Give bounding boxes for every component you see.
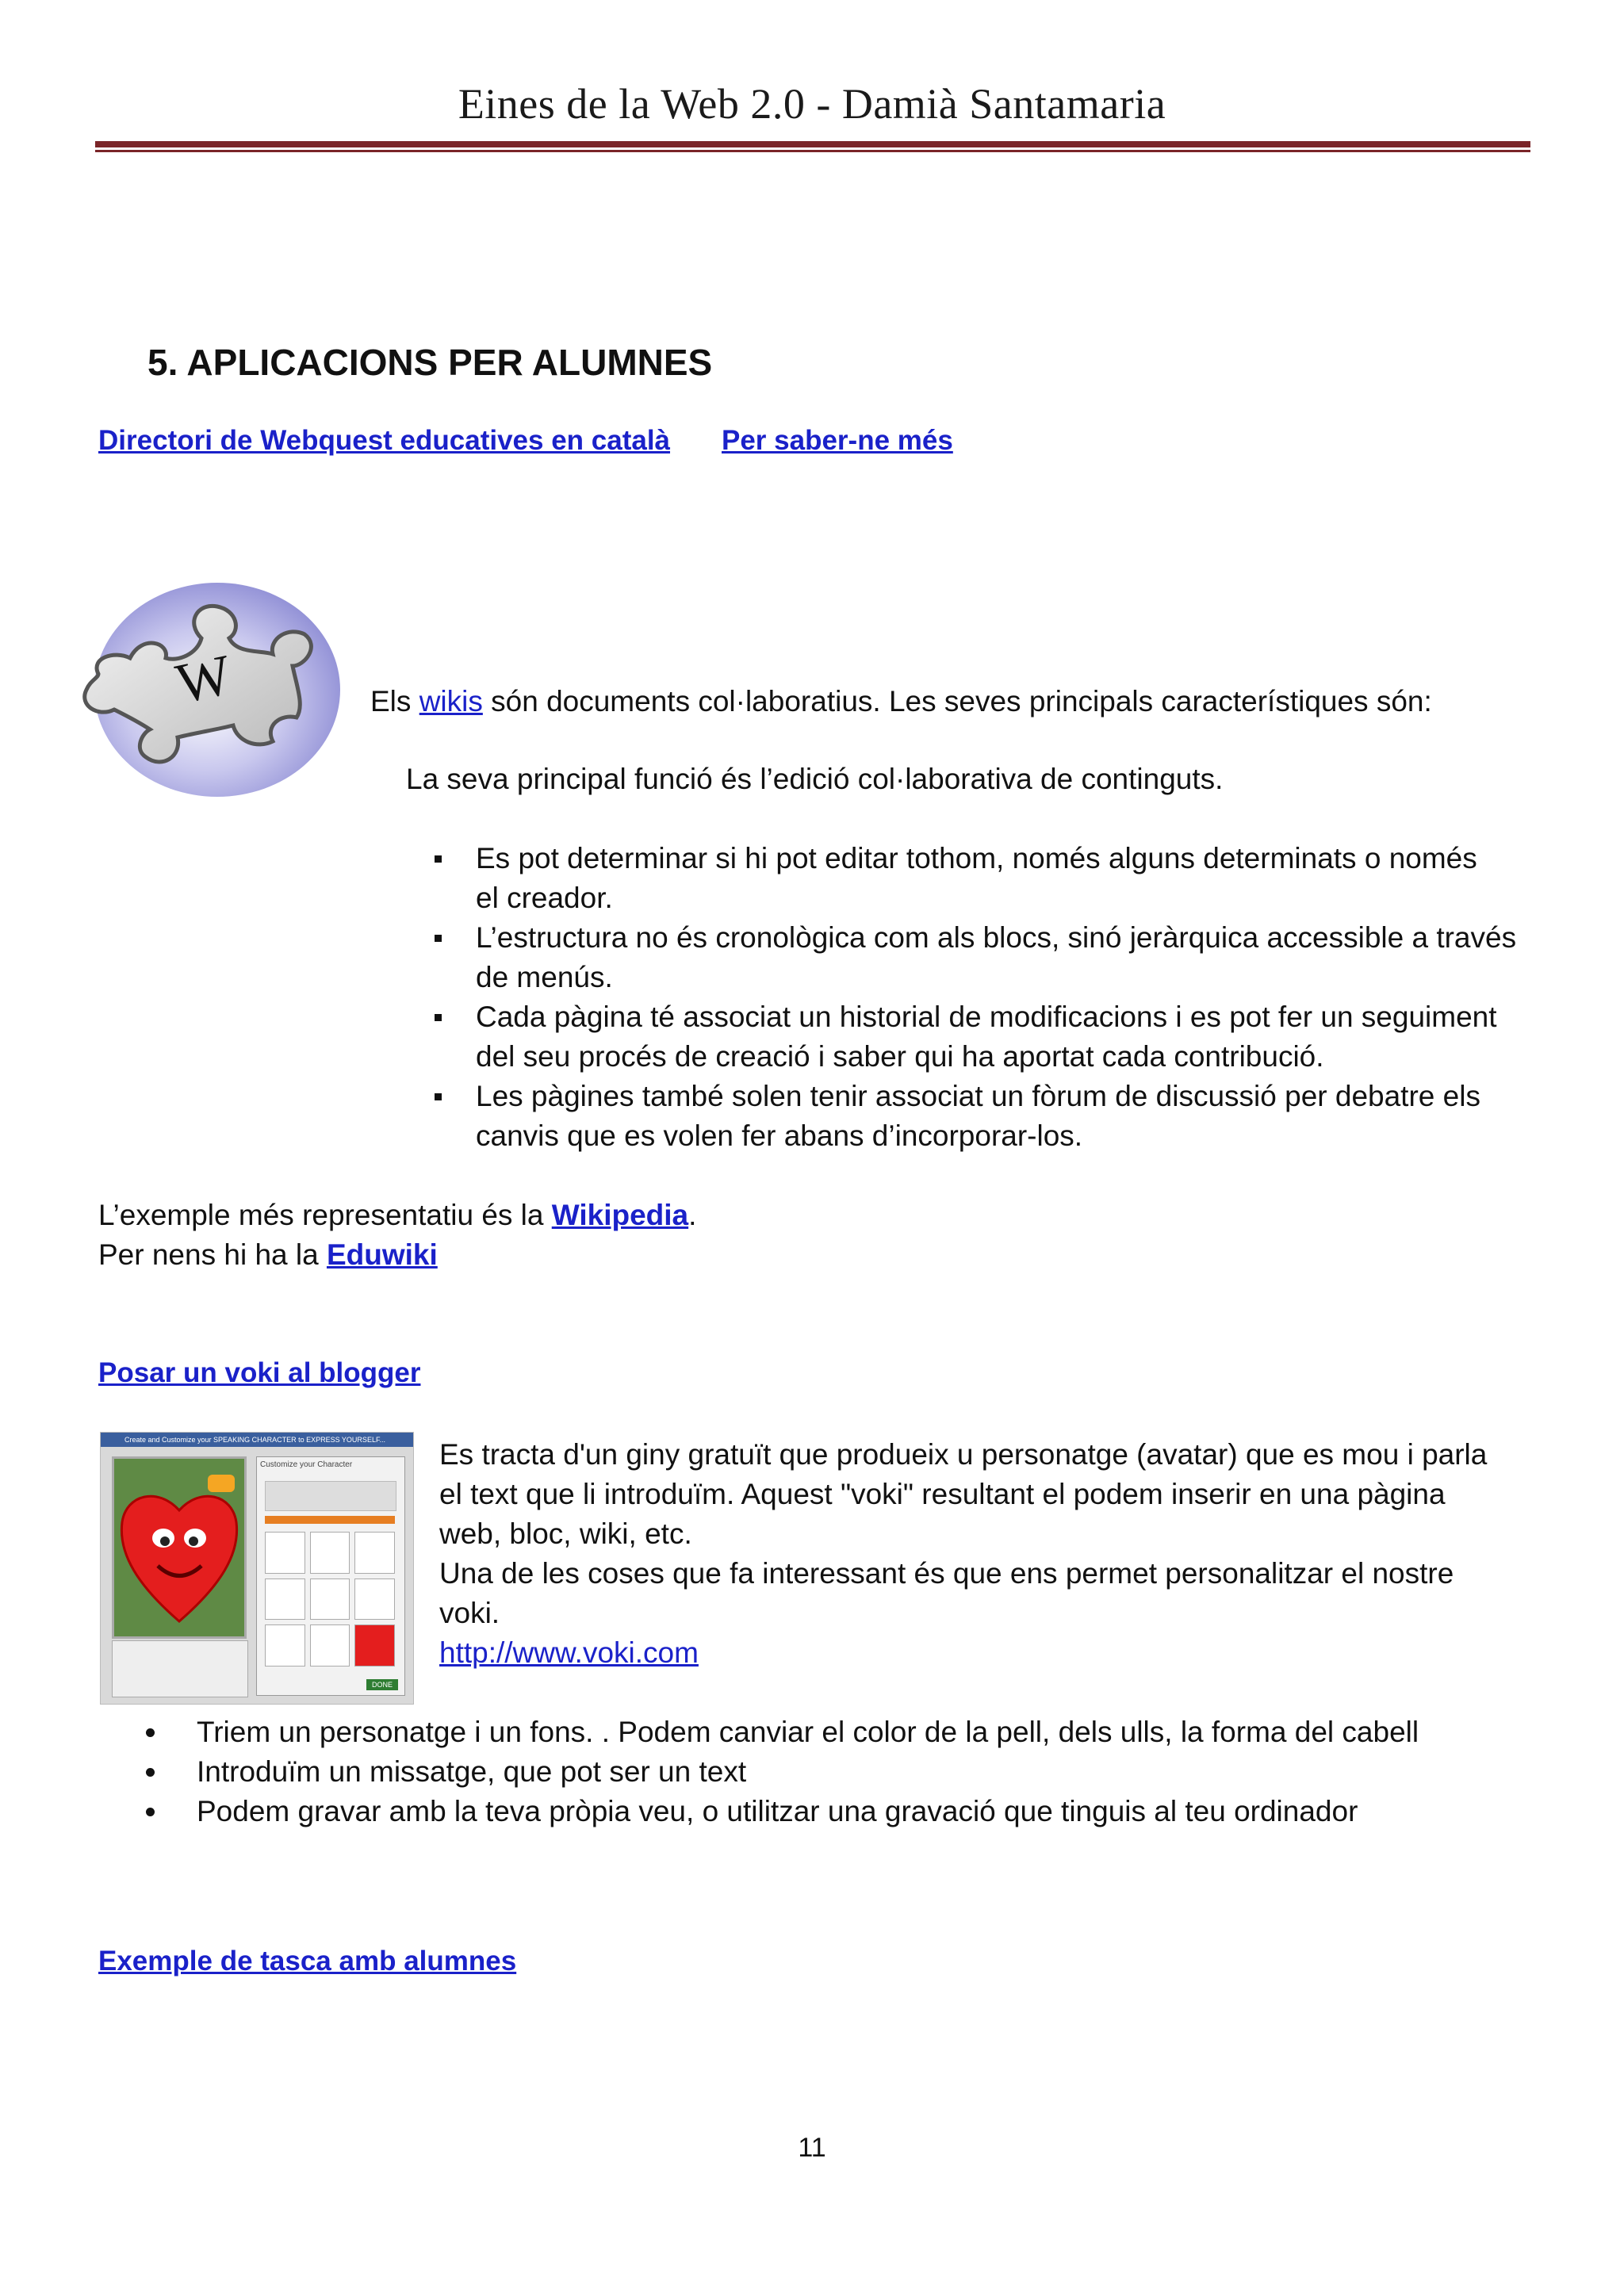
page-header-title: Eines de la Web 2.0 - Damià Santamaria [458, 80, 1166, 128]
wikis-characteristics-list [425, 839, 1551, 1156]
heart-character-icon [114, 1459, 244, 1636]
voki-banner: Create and Customize your SPEAKING CHARACTER to EXPRESS YOURSELF... [101, 1433, 413, 1447]
square-bullet-icon [435, 855, 442, 863]
voki-character-grid [265, 1532, 395, 1667]
voki-character-preview [112, 1456, 247, 1639]
webquest-directory-link[interactable]: Directori de Webquest educatives en català [98, 425, 671, 456]
list-item: Podem gravar amb la teva pròpia veu, o utilitzar una gravació que tinguis al teu ordinador [146, 1792, 1557, 1831]
disc-bullet-icon [146, 1808, 155, 1816]
page-number: 11 [798, 2133, 826, 2163]
header-rule-thin [95, 150, 1530, 152]
list-item: L’estructura no és cronològica com als blocs, sinó jeràrquica accessible a través de menús. [425, 918, 1551, 997]
wikis-intro: Els wikis són documents col·laboratius. Les seves principals característiques són: [370, 685, 1432, 718]
wikis-function-line: La seva principal funció és l’edició col·laborativa de continguts. [406, 763, 1224, 795]
learn-more-link[interactable]: Per saber-ne més [722, 425, 953, 456]
voki-done-button: DONE [366, 1679, 398, 1690]
voki-steps-list [146, 1712, 1557, 1831]
header-rule-thick [95, 141, 1530, 147]
voki-panel-title: Customize your Character [260, 1460, 353, 1469]
voki-url-link[interactable]: http://www.voki.com [439, 1636, 699, 1669]
eduwiki-example: Per nens hi ha la Eduwiki [98, 1238, 438, 1271]
disc-bullet-icon [146, 1728, 155, 1737]
eduwiki-link[interactable]: Eduwiki [326, 1238, 438, 1271]
square-bullet-icon [435, 1014, 442, 1021]
list-item: Les pàgines també solen tenir associat un fòrum de discussió per debatre els canvis que es volen fer abans d’incorporar-los. [425, 1077, 1551, 1156]
square-bullet-icon [435, 1093, 442, 1100]
wikis-link[interactable]: wikis [419, 685, 483, 718]
list-item: Es pot determinar si hi pot editar tothom, només alguns determinats o només el creador. [425, 839, 1551, 918]
voki-blogger-link[interactable]: Posar un voki al blogger [98, 1357, 421, 1388]
svg-text:W: W [170, 642, 237, 716]
voki-controls [112, 1640, 248, 1697]
section-heading: 5. APLICACIONS PER ALUMNES [147, 342, 713, 383]
list-item: Triem un personatge i un fons. . Podem canviar el color de la pell, dels ulls, la forma del cabell [146, 1712, 1557, 1752]
list-item: Cada pàgina té associat un historial de modificacions i es pot fer un seguiment del seu procés de creació i saber qui ha aportat cada contribució. [425, 997, 1551, 1077]
wikipedia-puzzle-logo [67, 579, 344, 809]
voki-screenshot [100, 1432, 414, 1705]
student-task-example-link[interactable]: Exemple de tasca amb alumnes [98, 1946, 517, 1976]
wikipedia-link[interactable]: Wikipedia [551, 1199, 689, 1231]
disc-bullet-icon [146, 1768, 155, 1777]
list-item: Introduïm un missatge, que pot ser un text [146, 1752, 1557, 1792]
voki-customize-panel [256, 1456, 405, 1696]
voki-paragraph: Es tracta d'un giny gratuït que produeix u personatge (avatar) que es mou i parla el text que li introduïm. Aquest "voki" resultant el podem inserir en una pàgina web, bloc, wiki, etc. Una de les coses que fa interessant és que ens permet personalitzar el nostre voki. http://www.voki.com [439, 1438, 1488, 1669]
wikipedia-example: L’exemple més representatiu és la Wikipedia. [98, 1199, 697, 1231]
square-bullet-icon [435, 935, 442, 942]
